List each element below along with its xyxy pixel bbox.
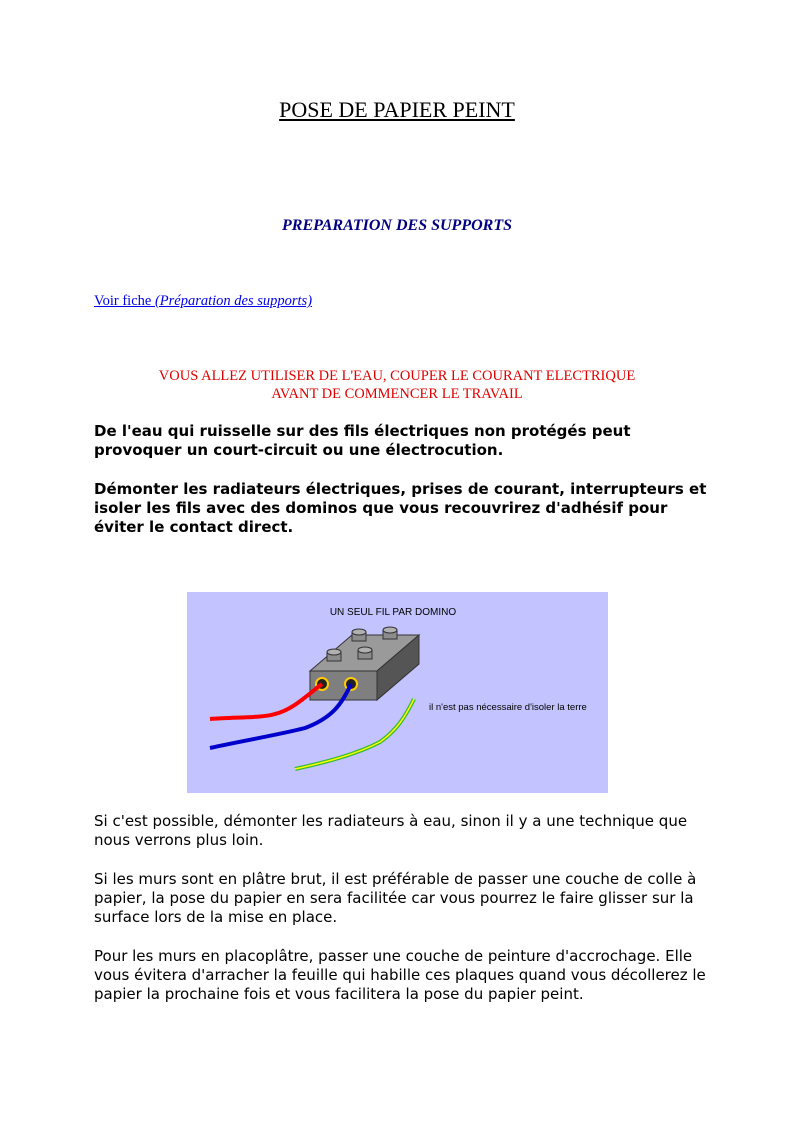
domino-illustration bbox=[187, 592, 608, 793]
page-title bbox=[0, 96, 794, 124]
domino-block bbox=[310, 627, 419, 700]
bold-paragraph-1: De l'eau qui ruisselle sur des fils électriques non protégés peut provoquer un court-circuit ou une électrocution. bbox=[94, 422, 631, 459]
warning-line-1: VOUS ALLEZ UTILISER DE L'EAU, COUPER LE COURANT ELECTRIQUE bbox=[158, 368, 636, 384]
warning-line-2: AVANT DE COMMENCER LE TRAVAIL bbox=[271, 386, 523, 402]
link-text[interactable]: Voir fiche bbox=[94, 293, 155, 309]
domino-diagram bbox=[187, 592, 608, 793]
earth-wire-yellow bbox=[295, 699, 414, 769]
figure-caption-top: UN SEUL FIL PAR DOMINO bbox=[329, 607, 457, 618]
voir-fiche-link[interactable] bbox=[94, 292, 312, 310]
electric-warning bbox=[0, 367, 794, 403]
earth-wire-green bbox=[295, 699, 414, 769]
bold-paragraph-2: Démonter les radiateurs électriques, prises de courant, interrupteurs et isoler les fils avec des dominos que vous recouvrirez d'adhésif pour éviter le contact direct. bbox=[94, 480, 707, 536]
paragraph-3: Pour les murs en placoplâtre, passer une couche de peinture d'accrochage. Elle vous évitera d'arracher la feuille qui habille ces plaques quand vous décollerez le papier la prochaine fois et vous facilitera la pose du papier peint. bbox=[94, 947, 706, 1003]
section-heading: PREPARATION DES SUPPORTS bbox=[282, 217, 512, 234]
page-title-text: POSE DE PAPIER PEINT bbox=[279, 97, 515, 122]
paragraph-2: Si les murs sont en plâtre brut, il est préférable de passer une couche de colle à papier, la pose du papier en sera facilitée car vous pourrez le faire glisser sur la surface lors de la mise en place. bbox=[94, 870, 697, 926]
paragraph-1: Si c'est possible, démonter les radiateurs à eau, sinon il y a une technique que nous verrons plus loin. bbox=[94, 812, 688, 849]
link-italic-text[interactable]: (Préparation des supports) bbox=[154, 293, 313, 309]
phase-wire-red bbox=[210, 684, 322, 719]
figure-caption-side: il n'est pas nécessaire d'isoler la terre bbox=[429, 702, 587, 713]
